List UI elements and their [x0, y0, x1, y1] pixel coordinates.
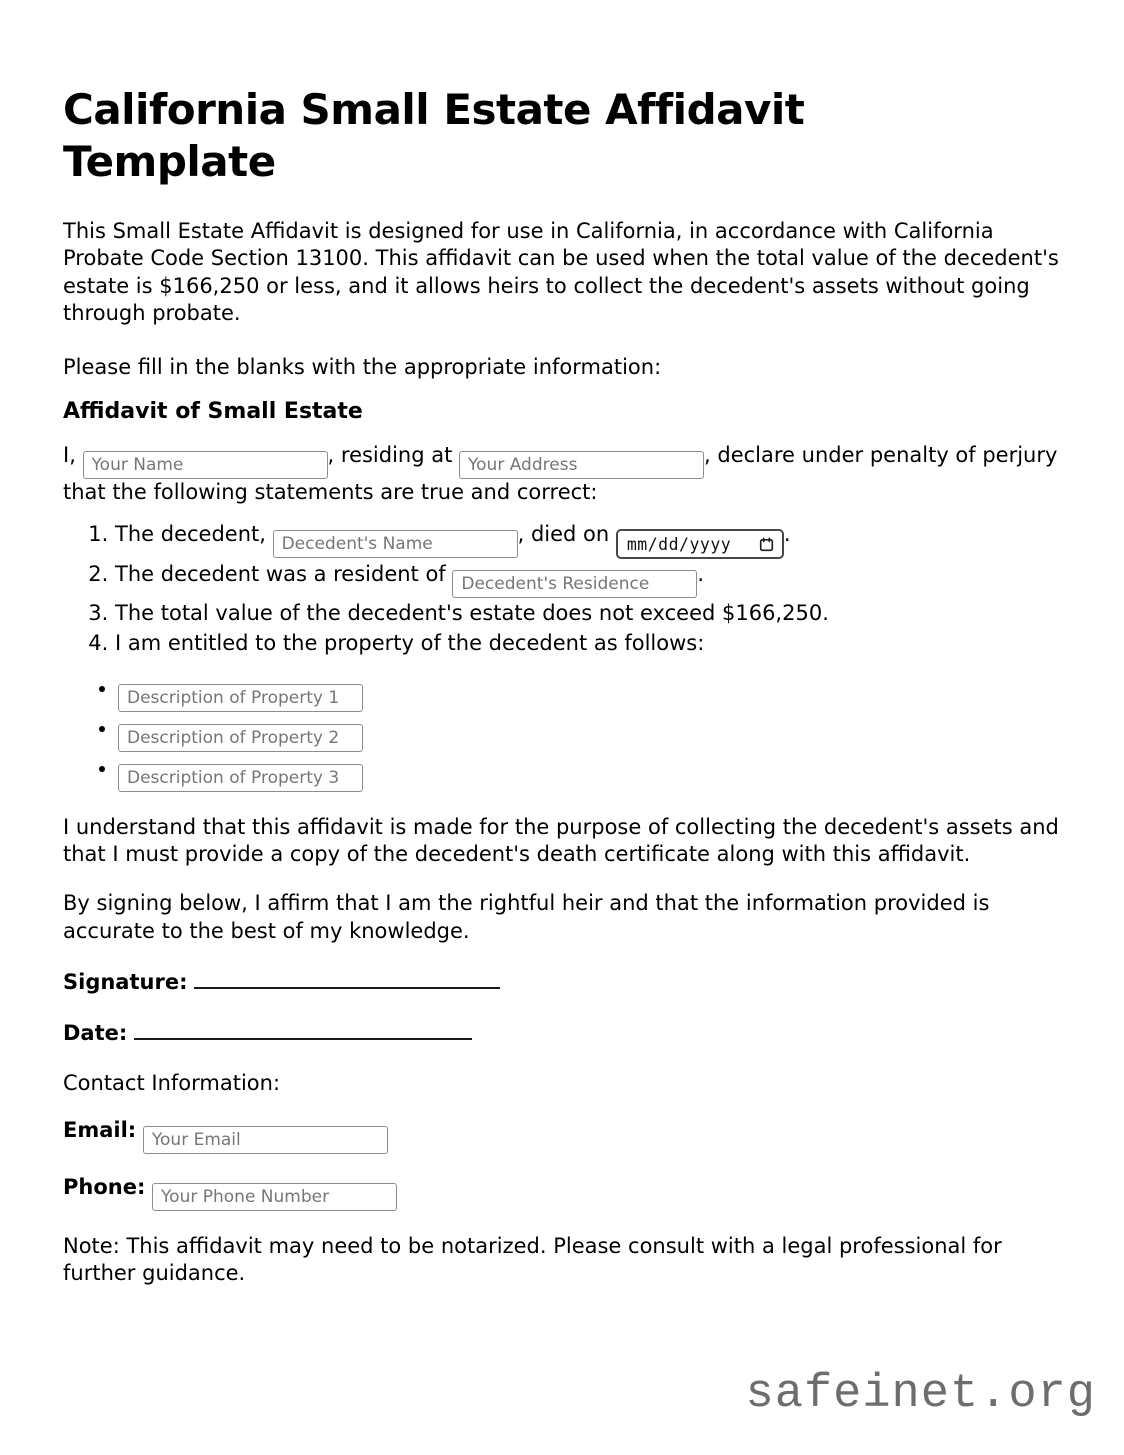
statement-item-2 [115, 561, 1064, 598]
declaration-middle: , residing at [327, 443, 460, 468]
page-title: California Small Estate Affidavit Template [63, 85, 805, 187]
date-row [63, 1018, 1064, 1047]
date-line [134, 1018, 472, 1040]
property-3-input[interactable] [118, 764, 363, 792]
decedent-residence-input[interactable] [452, 570, 697, 598]
statement-2-post: . [697, 562, 705, 587]
statement-item-3: 3. The total value of the decedent's estate does not exceed $166,250. [115, 600, 1064, 627]
property-2-input[interactable] [118, 724, 363, 752]
calendar-icon[interactable] [758, 536, 775, 553]
note-paragraph: Note: This affidavit may need to be notarized. Please consult with a legal professional for further guidance. [63, 1233, 1002, 1286]
property-1-input[interactable] [118, 684, 363, 712]
statement-1-pre: The decedent, [115, 521, 273, 546]
date-placeholder-text: mm/dd/yyyy [626, 534, 732, 554]
death-date-input[interactable] [616, 529, 784, 559]
signature-row [63, 967, 1064, 996]
statement-item-1 [115, 521, 1064, 560]
email-input[interactable] [143, 1126, 388, 1154]
understanding-paragraph: I understand that this affidavit is made for the purpose of collecting the decedent's assets and that I must provide a copy of the decedent's death certificate along with this affidavit. [63, 814, 1059, 867]
your-name-input[interactable] [83, 451, 328, 479]
statements-list [63, 521, 1064, 657]
property-item-3 [118, 755, 1064, 792]
statement-2-pre: The decedent was a resident of [115, 562, 453, 587]
statement-1-post: . [783, 521, 791, 546]
declaration-suffix: , declare under penalty of perjury that the following statements are true and correct: [63, 443, 1058, 505]
email-label: Email: [63, 1117, 137, 1142]
contact-heading: Contact Information: [63, 1070, 281, 1095]
date-label: Date: [63, 1021, 128, 1046]
decedent-name-input[interactable] [273, 530, 518, 558]
declaration-paragraph [63, 442, 1064, 506]
signature-label: Signature: [63, 969, 188, 994]
statement-item-4: 4. I am entitled to the property of the decedent as follows: [115, 630, 1064, 657]
signature-line [194, 967, 500, 989]
section-heading: Affidavit of Small Estate [63, 398, 363, 424]
phone-row [63, 1174, 1064, 1211]
watermark: safeinet.org [745, 1367, 1096, 1421]
declaration-prefix: I, [63, 443, 83, 468]
phone-label: Phone: [63, 1174, 146, 1199]
affirmation-paragraph: By signing below, I affirm that I am the rightful heir and that the information provided is accurate to the best of my knowledge. [63, 891, 990, 943]
property-item-1 [118, 675, 1064, 712]
your-address-input[interactable] [459, 451, 704, 479]
property-list [63, 675, 1064, 792]
fill-instruction: Please fill in the blanks with the appropriate information: [63, 355, 662, 380]
email-row [63, 1117, 1064, 1154]
statement-1-mid: , died on [517, 521, 616, 546]
property-item-2 [118, 715, 1064, 752]
intro-paragraph: This Small Estate Affidavit is designed for use in California, in accordance with California Probate Code Section 13100. This affidavit can be used when the total value of the decedent's estate is $166,250 or less, and it allows heirs to collect the decedent's assets without going through probate. [63, 219, 1059, 326]
phone-input[interactable] [152, 1183, 397, 1211]
